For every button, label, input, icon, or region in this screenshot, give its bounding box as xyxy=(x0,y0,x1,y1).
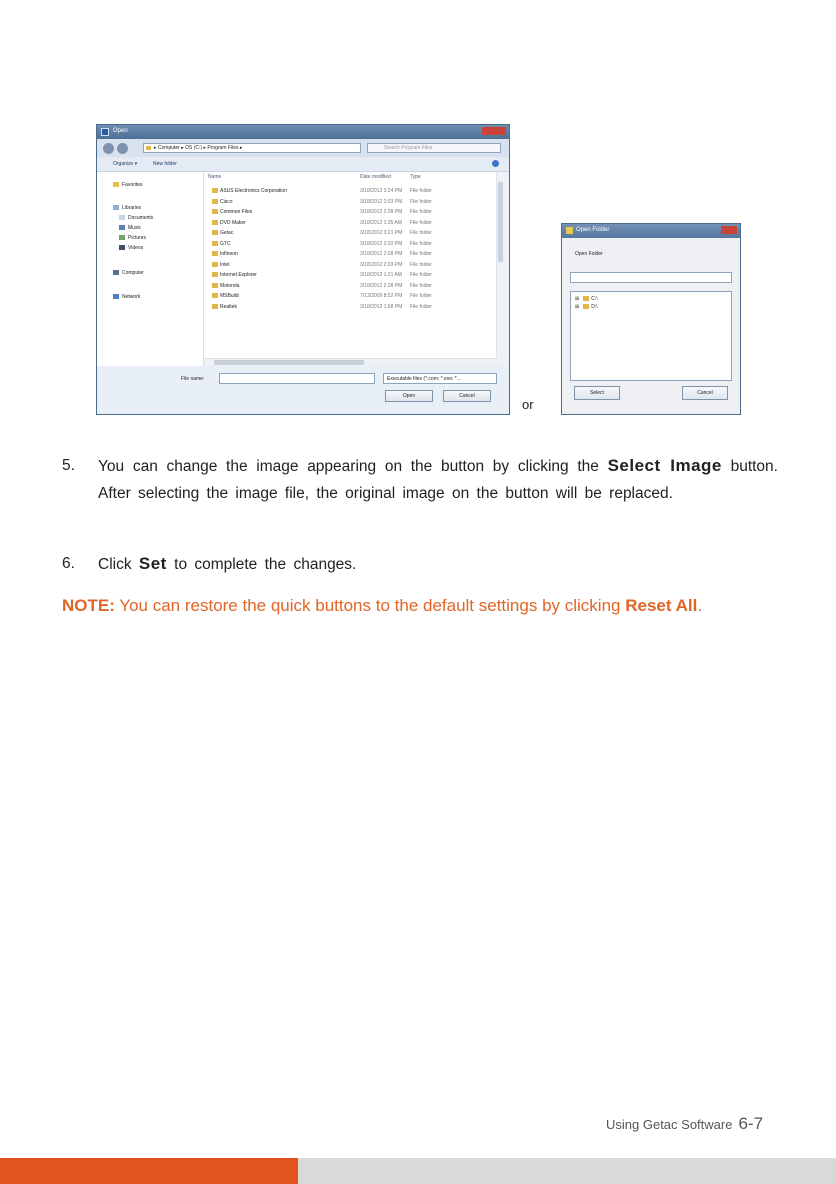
horizontal-scrollbar xyxy=(204,358,497,366)
file-row-type: File folder xyxy=(410,303,432,310)
note-end: . xyxy=(697,596,703,615)
step-text-part: button. After selecting the image file, the original image on the button will be replaced. xyxy=(98,458,778,502)
file-row-type: File folder xyxy=(410,261,432,268)
address-field xyxy=(143,143,361,153)
file-row-name: GTC xyxy=(220,240,231,247)
open-dialog-title: Open xyxy=(113,128,128,134)
nav-pictures-label: Pictures xyxy=(128,235,147,241)
network-icon xyxy=(113,294,119,299)
star-icon xyxy=(113,182,119,187)
file-row xyxy=(204,249,504,259)
search-placeholder: Search Program Files xyxy=(384,145,433,151)
library-icon xyxy=(113,205,119,210)
pictures-icon xyxy=(119,235,125,240)
select-button: Select xyxy=(574,386,620,400)
file-row-date: 3/18/2012 3:24 PM xyxy=(360,188,403,194)
computer-icon xyxy=(113,270,119,275)
file-row-date: 3/18/2012 2:03 PM xyxy=(360,198,403,205)
file-row-type: File folder xyxy=(410,293,432,299)
step-text-part: to complete the changes. xyxy=(166,556,357,573)
note-label: NOTE: xyxy=(62,596,115,615)
footer-bar-accent xyxy=(0,1158,298,1184)
forward-icon xyxy=(117,143,128,154)
step-text xyxy=(98,550,778,578)
open-dialog-titlebar xyxy=(97,125,509,139)
cancel-button: Cancel xyxy=(443,390,491,402)
select-image-term: Select Image xyxy=(607,456,722,475)
file-row-date: 3/18/2012 2:28 PM xyxy=(360,282,403,289)
address-path: ▸ Computer ▸ OS (C:) ▸ Program Files ▸ xyxy=(154,145,243,151)
new-folder-button: New folder xyxy=(153,161,177,167)
tree-node: ⊞ D:\ xyxy=(575,304,598,310)
folder-icon xyxy=(212,272,218,277)
nav-documents xyxy=(119,215,153,221)
address-bar xyxy=(97,139,509,157)
vertical-scrollbar xyxy=(496,172,504,366)
file-row-type: File folder xyxy=(410,219,432,226)
file-row-type: File folder xyxy=(410,188,432,194)
open-dialog-screenshot xyxy=(96,124,510,415)
file-row xyxy=(204,218,504,228)
nav-computer xyxy=(113,270,144,276)
nav-network xyxy=(113,294,140,300)
drive-icon xyxy=(583,304,589,309)
file-row xyxy=(204,270,504,280)
file-row-type: File folder xyxy=(410,282,432,289)
folder-path-field xyxy=(570,272,732,283)
note-paragraph xyxy=(62,594,778,618)
page-footer xyxy=(606,1114,763,1134)
nav-libraries xyxy=(113,205,141,211)
videos-icon xyxy=(119,245,125,250)
folder-dialog-label: Open Folder xyxy=(575,251,603,257)
scrollbar-thumb xyxy=(498,182,503,262)
nav-documents-label: Documents xyxy=(128,215,154,221)
tree-node: ⊞ C:\ xyxy=(575,296,598,302)
file-row-name: Getac xyxy=(220,230,234,236)
folder-dialog-titlebar xyxy=(562,224,740,238)
dialog-footer xyxy=(97,366,509,414)
step-6 xyxy=(62,550,778,578)
window-icon xyxy=(101,128,109,136)
file-row-name: Cisco xyxy=(220,198,233,205)
nav-pictures xyxy=(119,235,146,241)
search-input xyxy=(367,143,501,153)
file-list xyxy=(204,172,504,366)
folder-icon xyxy=(212,241,218,246)
step-text-part: You can change the image appearing on the button by clicking the xyxy=(98,458,608,475)
file-row-type: File folder xyxy=(410,272,432,278)
file-row xyxy=(204,260,504,270)
file-row xyxy=(204,291,504,301)
file-row-type: File folder xyxy=(410,230,432,236)
folder-icon xyxy=(212,199,218,204)
open-folder-dialog-screenshot xyxy=(561,223,741,415)
file-row-date: 3/18/2012 3:21 PM xyxy=(360,230,403,236)
nav-videos-label: Videos xyxy=(128,245,144,251)
step-text xyxy=(98,452,778,507)
document-icon xyxy=(119,215,125,220)
file-row-type: File folder xyxy=(410,198,432,205)
back-icon xyxy=(103,143,114,154)
nav-network-label: Network xyxy=(122,294,141,300)
folder-icon xyxy=(212,283,218,288)
folder-tree xyxy=(570,291,732,381)
page-number: 6-7 xyxy=(738,1114,764,1133)
file-row-name: MSBuild xyxy=(220,293,239,299)
file-name-label: File name: xyxy=(181,376,205,382)
file-row-date: 3/18/2012 2:22 PM xyxy=(360,240,403,247)
close-icon xyxy=(721,226,737,234)
folder-icon xyxy=(212,251,218,256)
file-row-name: Realtek xyxy=(220,303,237,310)
folder-icon xyxy=(146,146,151,150)
file-row xyxy=(204,302,504,312)
folder-icon xyxy=(566,227,573,234)
dialog-toolbar xyxy=(97,157,509,172)
scrollbar-thumb xyxy=(214,360,364,365)
file-row-type: File folder xyxy=(410,240,432,247)
nav-libraries-label: Libraries xyxy=(122,205,142,211)
cancel-button: Cancel xyxy=(682,386,728,400)
file-row-date: 3/18/2012 1:21 AM xyxy=(360,272,402,278)
folder-icon xyxy=(212,188,218,193)
folder-icon xyxy=(212,293,218,298)
footer-section: Using Getac Software xyxy=(606,1117,733,1132)
nav-favorites xyxy=(113,182,143,188)
nav-videos xyxy=(119,245,143,251)
folder-icon xyxy=(212,230,218,235)
step-number: 5. xyxy=(62,457,75,474)
file-row-date: 3/18/2012 2:03 PM xyxy=(360,261,403,268)
tree-node-label: D:\ xyxy=(591,304,598,310)
column-name: Name xyxy=(208,174,222,180)
reset-all-term: Reset All xyxy=(625,596,698,615)
file-row-name: Common Files xyxy=(220,209,253,215)
folder-icon xyxy=(212,262,218,267)
folder-icon xyxy=(212,304,218,309)
set-term: Set xyxy=(138,554,167,573)
file-row-date: 3/18/2012 2:28 PM xyxy=(360,209,403,215)
file-row-date: 3/18/2012 2:08 PM xyxy=(360,251,403,257)
folder-icon xyxy=(212,220,218,225)
nav-favorites-label: Favorites xyxy=(122,182,143,188)
file-type-value: Executable files (*.com; *.exe; *... xyxy=(387,376,461,382)
nav-music-label: Music xyxy=(128,225,142,231)
close-icon xyxy=(482,127,506,135)
file-name-field xyxy=(219,373,375,384)
file-row xyxy=(204,228,504,238)
file-row xyxy=(204,239,504,249)
file-row-name: Infineon xyxy=(220,251,238,257)
file-row-date: 7/13/2009 8:52 PM xyxy=(360,293,403,299)
step-text-part: Click xyxy=(98,556,139,573)
file-row-name: Intel xyxy=(220,261,230,268)
file-row-date: 3/18/2012 1:35 AM xyxy=(360,219,402,226)
drive-icon xyxy=(583,296,589,301)
file-row xyxy=(204,207,504,217)
open-button: Open xyxy=(385,390,433,402)
help-icon xyxy=(492,160,499,167)
note-text: You can restore the quick buttons to the default settings by clicking xyxy=(114,596,626,615)
music-icon xyxy=(119,225,125,230)
organize-button: Organize ▾ xyxy=(113,161,138,167)
file-row-type: File folder xyxy=(410,251,432,257)
tree-node-label: C:\ xyxy=(591,296,598,302)
file-type-select xyxy=(383,373,497,384)
nav-computer-label: Computer xyxy=(122,270,144,276)
file-row xyxy=(204,197,504,207)
navigation-pane xyxy=(97,172,204,366)
nav-music xyxy=(119,225,141,231)
folder-icon xyxy=(212,209,218,214)
file-row-name: Internet Explorer xyxy=(220,272,257,278)
file-row-name: ASUS Electronics Corporation xyxy=(220,188,287,194)
footer-bar-gray xyxy=(298,1158,836,1184)
file-row-name: DVD Maker xyxy=(220,219,246,226)
or-label: or xyxy=(522,397,534,412)
file-row xyxy=(204,186,504,196)
step-number: 6. xyxy=(62,555,75,572)
step-5 xyxy=(62,452,778,536)
file-row-name: Motorola xyxy=(220,282,240,289)
column-type: Type xyxy=(410,174,421,180)
folder-dialog-title: Open Folder xyxy=(576,227,610,233)
column-date: Date modified xyxy=(360,174,391,180)
file-row-date: 3/18/2012 1:58 PM xyxy=(360,303,403,310)
file-row-type: File folder xyxy=(410,209,432,215)
file-row xyxy=(204,281,504,291)
